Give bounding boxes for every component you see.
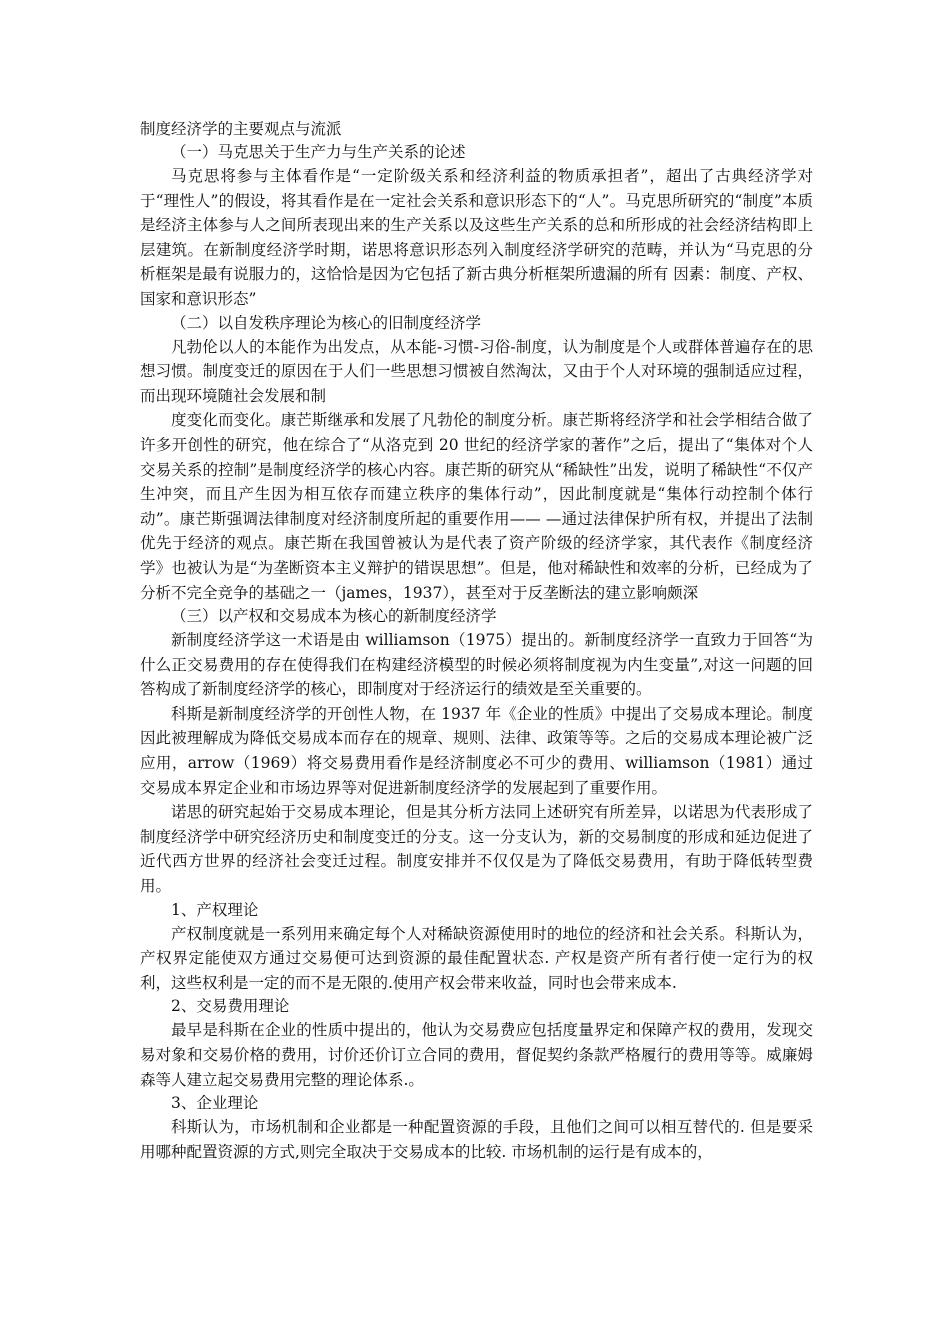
paragraph: 科斯认为，市场机制和企业都是一种配置资源的手段，且他们之间可以相互替代的. 但是要采用哪种配置资源的方式,则完全取决于交易成本的比较. 市场机制的运行是有成本的，: [140, 1118, 813, 1161]
paragraph: 凡勃伦以人的本能作为出发点，从本能-习惯-习俗-制度，认为制度是个人或群体普遍存在的思想习惯。制度变迁的原因在于人们一些思想习惯被自然淘汰，又由于个人对环境的强制适应过程，而出现环境随社会发展和制: [140, 337, 813, 405]
subheading-firm-theory: 3、企业理论: [171, 1094, 259, 1113]
document-title: 制度经济学的主要观点与流派: [140, 120, 342, 138]
section-heading-2: （二）以自发秩序理论为核心的旧制度经济学: [171, 313, 482, 332]
paragraph: 产权制度就是一系列用来确定每个人对稀缺资源使用时的地位的经济和社会关系。科斯认为，产权界定能使双方通过交易便可达到资源的最佳配置状态. 产权是资产所有者行使一定行为的权利，这些权利是一定的而不是无限的.使用产权会带来收益，同时也会带来成本.: [140, 924, 813, 992]
paragraph: 最早是科斯在企业的性质中提出的，他认为交易费应包括度量界定和保障产权的费用，发现交易对象和交易价格的费用，讨价还价订立合同的费用，督促契约条款严格履行的费用等等。威廉姆森等人建立起交易费用完整的理论体系.。: [140, 1021, 813, 1089]
paragraph: 马克思将参与主体看作是“一定阶级关系和经济利益的物质承担者”，超出了古典经济学对于“理性人”的假设，将其看作是在一定社会关系和意识形态下的“人”。马克思所研究的“制度”本质是经济主体参与人之间所表现出来的生产关系以及这些生产关系的总和所形成的社会经济结构即上层建筑。在新制度经济学时期，诺思将意识形态列入制度经济学研究的范畴，并认为“马克思的分析框架是最有说服力的，这恰恰是因为它包括了新古典分析框架所遗漏的所有 因素：制度、产权、国家和意识形态”: [140, 167, 813, 308]
paragraph: 度变化而变化。康芒斯继承和发展了凡勃伦的制度分析。康芒斯将经济学和社会学相结合做了许多开创性的研究，他在综合了“从洛克到 20 世纪的经济学家的著作”之后，提出了“集体对个人交易关系的控制”是制度经济学的核心内容。康芒斯的研究从“稀缺性”出发，说明了稀缺性“不仅产生冲突，而且产生因为相互依存而建立秩序的集体行动”，因此制度就是“集体行动控制个体行动”。康芒斯强调法律制度对经济制度所起的重要作用—— —通过法律保护所有权，并提出了法制优先于经济的观点。康芒斯在我国曾被认为是代表了资产阶级的经济学家，其代表作《制度经济学》也被认为是“为垄断资本主义辩护的错误思想”。但是，他对稀缺性和效率的分析，已经成为了分析不完全竞争的基础之一（james，1937），甚至对于反垄断法的建立影响颇深: [140, 411, 813, 602]
subheading-transaction-cost: 2、交易费用理论: [171, 997, 290, 1016]
paragraph: 诺思的研究起始于交易成本理论，但是其分析方法同上述研究有所差异，以诺思为代表形成了制度经济学中研究经济历史和制度变迁的分支。这一分支认为，新的交易制度的形成和延边促进了近代西方世界的经济社会变迁过程。制度安排并不仅仅是为了降低交易费用，有助于降低转型费用。: [140, 803, 813, 896]
section-heading-1: （一）马克思关于生产力与生产关系的论述: [171, 143, 466, 161]
section-heading-3: （三）以产权和交易成本为核心的新制度经济学: [171, 607, 497, 626]
subheading-property-rights: 1、产权理论: [171, 900, 259, 919]
paragraph: 新制度经济学这一术语是由 williamson（1975）提出的。新制度经济学一直致力于回答“为什么正交易费用的存在使得我们在构建经济模型的时候必须将制度视为内生变量”,对这一问题的回答构成了新制度经济学的核心，即制度对于经济运行的绩效是至关重要的。: [140, 631, 813, 699]
paragraph: 科斯是新制度经济学的开创性人物，在 1937 年《企业的性质》中提出了交易成本理论。制度因此被理解成为降低交易成本而存在的规章、规则、法律、政策等等。之后的交易成本理论被广泛应用，arrow（1969）将交易费用看作是经济制度必不可少的费用、williamson（1981）通过交易成本界定企业和市场边界等对促进新制度经济学的发展起到了重要作用。: [140, 704, 813, 797]
